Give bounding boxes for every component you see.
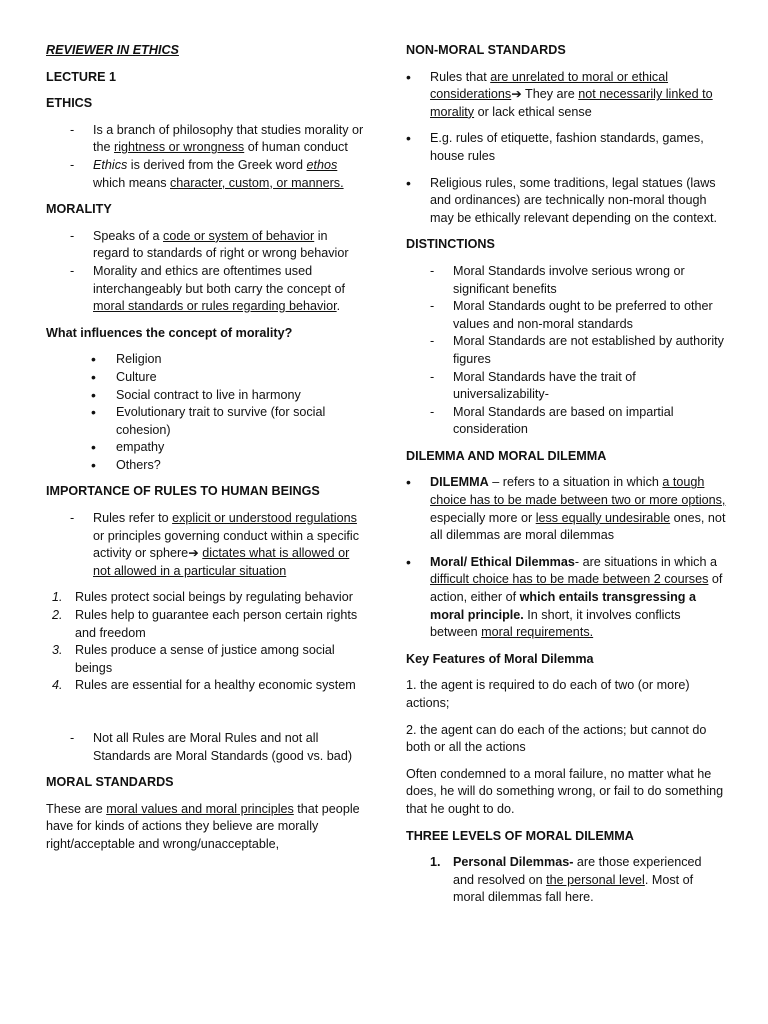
moral-standards-paragraph: These are moral values and moral principles that people have for kinds of actions they believe are morally right/acceptable and wrong/unacceptable,	[46, 801, 360, 851]
list-item: - Moral Standards are based on impartial consideration	[406, 404, 726, 439]
importance-heading: IMPORTANCE OF RULES TO HUMAN BEINGS	[46, 484, 320, 499]
list-item: • Others?	[46, 457, 366, 475]
morality-list	[46, 228, 366, 316]
list-item: • Evolutionary trait to survive (for social cohesion)	[46, 404, 366, 439]
list-item: 1. Rules protect social beings by regulating behavior	[52, 590, 353, 605]
list-item: - Moral Standards involve serious wrong or significant benefits	[406, 263, 726, 298]
list-item: • Moral/ Ethical Dilemmas- are situations in which a difficult choice has to be made between 2 courses of action, either of which entails transgressing a moral principle. In short, it involves conflicts between moral requirements.	[406, 554, 726, 642]
not-all-list	[46, 730, 366, 765]
right-column	[406, 42, 726, 916]
list-item: • DILEMMA – refers to a situation in which a tough choice has to be made between two or more options, especially more or less equally undesirable ones, not all dilemmas are moral dilemmas	[406, 474, 726, 544]
list-item: • Religious rules, some traditions, legal statues (laws and ordinances) are technically non-moral though may be ethically relevant depending on the context.	[406, 175, 726, 228]
list-item: - Moral Standards have the trait of universalizability-	[406, 369, 726, 404]
influences-heading: What influences the concept of morality?	[46, 325, 293, 340]
list-item: • Religion	[46, 351, 366, 369]
dilemma-heading: DILEMMA AND MORAL DILEMMA	[406, 448, 607, 463]
arrow-icon: ➔	[188, 546, 199, 561]
list-item: • Social contract to live in harmony	[46, 387, 366, 405]
moral-standards-heading: MORAL STANDARDS	[46, 775, 174, 790]
non-moral-heading: NON-MORAL STANDARDS	[406, 43, 566, 57]
list-item: 3. Rules produce a sense of justice among social beings	[52, 643, 335, 675]
list-item: - Not all Rules are Moral Rules and not all Standards are Moral Standards (good vs. bad)	[46, 730, 366, 765]
levels-list	[406, 854, 726, 907]
rules-numbered-list	[46, 589, 366, 695]
list-item: - Moral Standards ought to be preferred to other values and non-moral standards	[406, 298, 726, 333]
list-item: • Rules that are unrelated to moral or ethical considerations➔ They are not necessarily linked to morality or lack ethical sense	[406, 69, 726, 122]
arrow-icon: ➔	[511, 87, 522, 102]
distinctions-list	[406, 263, 726, 439]
list-item: - Morality and ethics are oftentimes used interchangeably but both carry the concept of moral standards or rules regarding behavior.	[46, 263, 366, 316]
left-column	[46, 42, 366, 863]
rules-definition-list	[46, 510, 366, 580]
non-moral-list	[406, 69, 726, 228]
lecture-heading: LECTURE 1	[46, 69, 116, 84]
list-item: • Culture	[46, 369, 366, 387]
ethics-list	[46, 122, 366, 192]
key-feature-1: 1. the agent is required to do each of two (or more) actions;	[406, 678, 690, 710]
dilemma-list	[406, 474, 726, 641]
distinctions-heading: DISTINCTIONS	[406, 237, 495, 252]
list-item: - Speaks of a code or system of behavior in regard to standards of right or wrong behavior	[46, 228, 366, 263]
list-item: • E.g. rules of etiquette, fashion standards, games, house rules	[406, 130, 726, 165]
list-item: - Ethics is derived from the Greek word ethos which means character, custom, or manners.	[46, 157, 366, 192]
list-item: 4. Rules are essential for a healthy economic system	[52, 678, 356, 693]
list-item: - Moral Standards are not established by authority figures	[406, 333, 726, 368]
list-item: - Rules refer to explicit or understood regulations or principles governing conduct within a specific activity or sphere➔ dictates what is allowed or not allowed in a particular situation	[46, 510, 366, 580]
list-item: 1. Personal Dilemmas- are those experienced and resolved on the personal level. Most of moral dilemmas fall here.	[430, 855, 702, 905]
levels-heading: THREE LEVELS OF MORAL DILEMMA	[406, 828, 634, 843]
key-feature-2: 2. the agent can do each of the actions; but cannot do both or all the actions	[406, 722, 707, 755]
ethics-heading: ETHICS	[46, 96, 93, 111]
list-item: - Is a branch of philosophy that studies morality or the rightness or wrongness of human conduct	[46, 122, 366, 157]
list-item: • empathy	[46, 439, 366, 457]
morality-heading: MORALITY	[46, 202, 112, 217]
list-item: 2. Rules help to guarantee each person certain rights and freedom	[52, 608, 358, 640]
condemned-paragraph: Often condemned to a moral failure, no matter what he does, he will do something wrong, or fail to do something that he ought to do.	[406, 766, 724, 816]
influences-list	[46, 351, 366, 474]
document-title: REVIEWER IN ETHICS	[46, 43, 179, 57]
key-features-heading: Key Features of Moral Dilemma	[406, 651, 594, 666]
